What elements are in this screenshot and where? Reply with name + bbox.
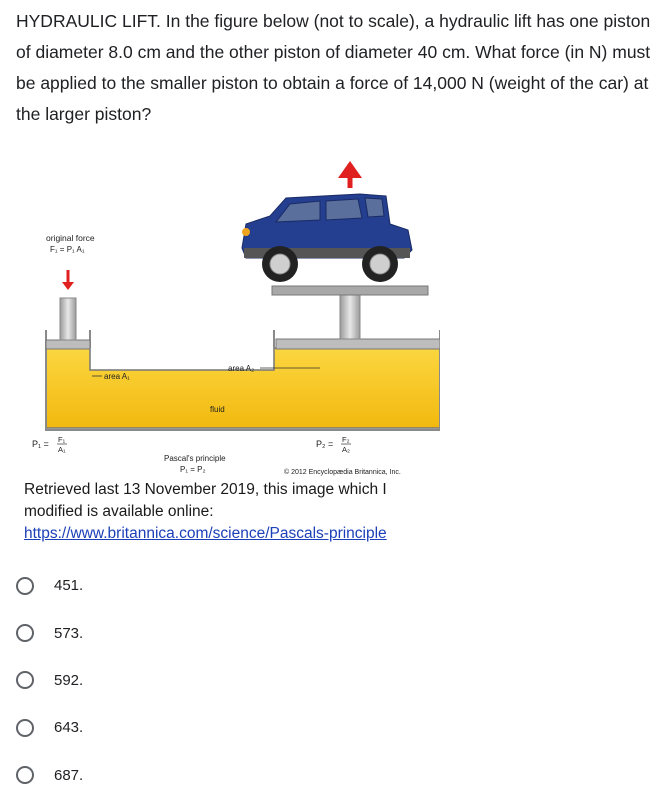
option-592[interactable] [14,657,83,704]
down-arrow-icon [62,270,74,290]
radio-button-icon[interactable] [16,624,34,642]
original-force-formula: F₁ = P₁ A₁ [50,245,85,254]
caption-link-line [24,523,464,545]
question-text: HYDRAULIC LIFT. In the figure below (not to scale), a hydraulic lift has one piston of diameter 8.0 cm and the other piston of diameter 40 cm. What force (in N) must be applied to the smaller piston to obtain a force of 14,000 N (weight of the car) at the larger piston? [16,11,651,124]
p2-formula-lhs: P₂ = [316,439,334,449]
original-force-label: original force [46,233,95,243]
up-arrow-icon [338,161,362,188]
source-link[interactable]: https://www.britannica.com/science/Pascals-principle [24,525,387,542]
car-platform [272,286,428,295]
hydraulic-lift-figure [20,158,440,481]
option-451[interactable] [14,562,83,609]
small-piston-head [46,340,90,349]
option-label: 592. [54,671,84,689]
option-label: 687. [54,766,84,784]
caption-line-2: modified is available online: [24,503,214,520]
p2-denominator: A₂ [342,445,350,454]
large-piston-head [276,339,440,349]
area-a2-label: area A₂ [228,364,255,373]
radio-button-icon[interactable] [16,671,34,689]
option-573[interactable] [14,609,83,656]
fluid-container [46,348,440,428]
p1-formula-lhs: P₁ = [32,439,49,449]
image-caption [24,479,464,545]
caption-line-1: Retrieved last 13 November 2019, this image which I [24,481,387,498]
pascal-formula: P₁ = P₂ [180,465,206,474]
radio-button-icon[interactable] [16,577,34,595]
radio-button-icon[interactable] [16,766,34,784]
option-643[interactable] [14,704,83,751]
p1-denominator: A₁ [58,445,66,454]
option-label: 643. [54,719,84,737]
answer-options [14,562,83,799]
small-piston-rod [60,298,76,340]
area-a1-label: area A₁ [104,372,130,381]
option-label: 573. [54,624,84,642]
large-piston-rod [340,295,360,339]
option-687[interactable] [14,752,83,799]
radio-button-icon[interactable] [16,719,34,737]
car-image [242,194,412,282]
copyright-text: © 2012 Encyclopædia Britannica, Inc. [284,469,401,476]
pascal-label: Pascal's principle [164,454,226,463]
p1-numerator: F₁ [58,435,66,444]
p2-numerator: F₂ [342,435,350,444]
option-label: 451. [54,577,84,595]
fluid-label: fluid [210,405,225,414]
